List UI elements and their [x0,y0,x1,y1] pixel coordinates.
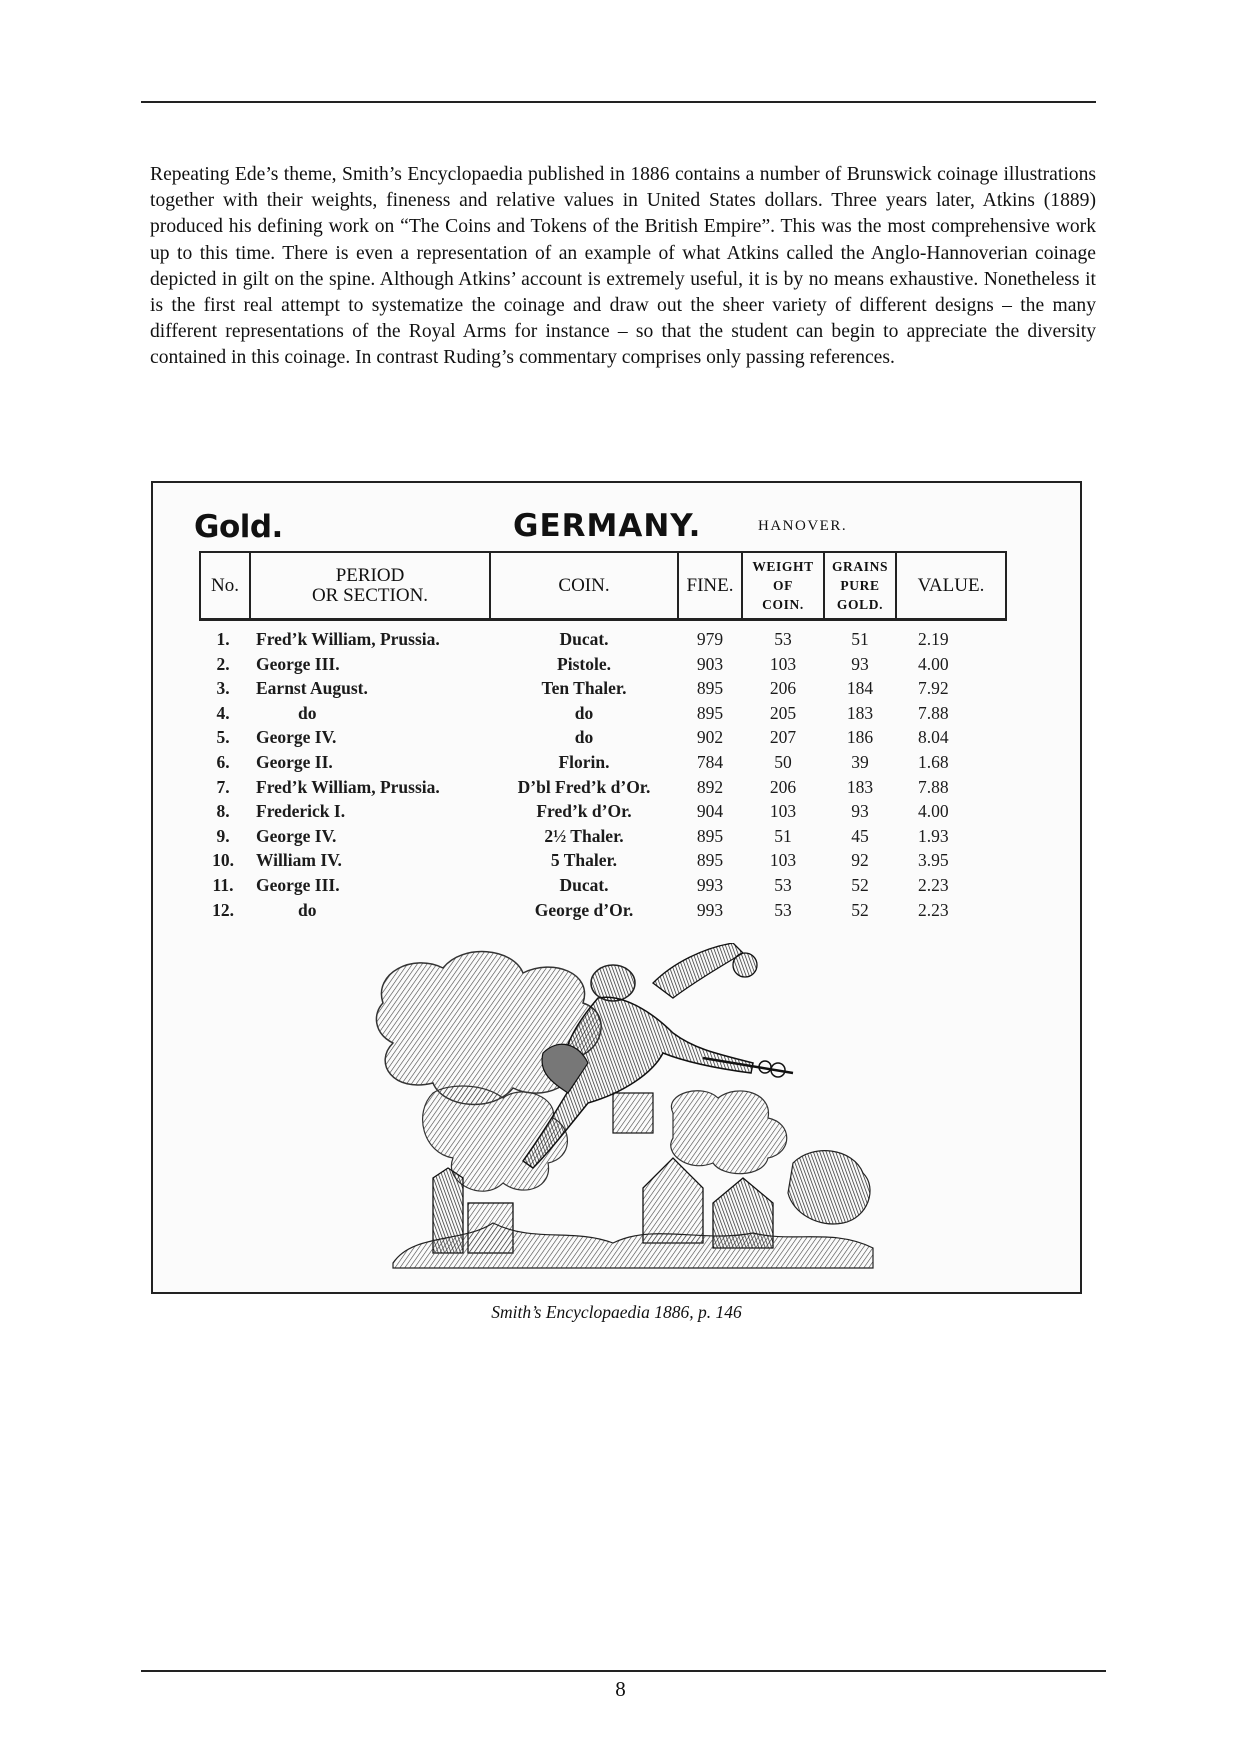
row-period: Fred’k William, Prussia. [256,776,440,797]
row-fine: 784 [696,751,724,772]
row-value: 2.23 [918,899,949,920]
row-weight: 53 [774,899,792,920]
row-value: 4.00 [918,653,949,674]
row-period: Earnst August. [256,678,368,699]
row-period: Fred’k William, Prussia. [256,629,440,649]
row-weight: 103 [769,850,797,871]
row-coin: Ten Thaler. [541,678,627,699]
row-coin: Fred’k d’Or. [536,801,632,822]
row-value: 7.88 [918,702,949,723]
row-coin: George d’Or. [534,899,634,920]
table-row [200,799,1006,824]
figure-heading-hanover: HANOVER. [758,518,848,534]
figure-heading-germany: GERMANY. [513,508,702,544]
row-fine: 993 [696,899,724,920]
row-period: George II. [256,751,333,772]
row-fine: 895 [696,825,724,846]
row-value: 4.00 [918,801,949,822]
row-coin: do [574,727,594,748]
row-period: do [298,899,317,920]
row-weight: 103 [769,653,797,674]
coin-table [199,551,1007,922]
row-no: 9. [216,825,230,846]
col-value: VALUE. [896,552,1006,620]
row-weight: 53 [774,629,792,649]
row-weight: 206 [769,678,797,699]
row-grains: 45 [851,825,869,846]
table-row [200,898,1006,923]
row-grains: 92 [851,850,869,871]
table-row [200,824,1006,849]
row-no: 3. [216,678,230,699]
row-value: 3.95 [918,850,949,871]
figure-caption: Smith’s Encyclopaedia 1886, p. 146 [491,1302,742,1322]
row-weight: 53 [774,874,792,895]
col-fine: FINE. [678,552,742,620]
row-grains: 183 [846,702,874,723]
table-row [200,701,1006,726]
table-row [200,750,1006,775]
col-period: PERIOD OR SECTION. [250,552,490,620]
row-period: do [298,702,317,723]
table-row [200,873,1006,898]
row-value: 1.93 [918,825,949,846]
row-period: George III. [256,874,340,895]
table-row [200,620,1006,652]
row-value: 1.68 [918,751,949,772]
row-weight: 50 [774,751,792,772]
row-value: 7.88 [918,776,949,797]
row-fine: 993 [696,874,724,895]
row-coin: Ducat. [559,629,609,649]
row-no: 4. [216,702,230,723]
row-no: 12. [212,899,234,920]
figure-frame [151,481,1082,1294]
col-weight: WEIGHT OF COIN. [742,552,824,620]
table-row [200,775,1006,800]
table-row [200,652,1006,677]
page-number: 8 [615,1677,626,1701]
row-grains: 39 [851,751,869,772]
row-value: 8.04 [918,727,949,748]
row-fine: 895 [696,678,724,699]
row-fine: 979 [696,629,724,649]
row-grains: 93 [851,653,869,674]
footer-rule [141,1670,1106,1672]
row-value: 2.19 [918,629,949,649]
row-period: George III. [256,653,340,674]
row-period: Frederick I. [256,801,346,822]
figure-heading-gold: Gold. [194,509,283,545]
row-coin: do [574,702,594,723]
row-no: 6. [216,751,230,772]
row-coin: Florin. [558,751,610,772]
row-coin: 2½ Thaler. [544,825,624,846]
row-fine: 895 [696,702,724,723]
coin-table-header [200,552,1006,620]
row-grains: 52 [851,899,869,920]
row-no: 1. [216,629,230,649]
header-rule [141,101,1096,103]
col-grains: GRAINS PURE GOLD. [824,552,896,620]
row-value: 7.92 [918,678,949,699]
row-weight: 207 [769,727,797,748]
mercury-engraving-illustration [373,943,893,1273]
row-weight: 206 [769,776,797,797]
row-value: 2.23 [918,874,949,895]
row-period: George IV. [256,825,337,846]
row-no: 5. [216,727,230,748]
row-grains: 51 [851,629,869,649]
figure-content [153,483,1080,1292]
row-grains: 52 [851,874,869,895]
row-no: 2. [216,653,230,674]
row-fine: 892 [696,776,724,797]
col-coin: COIN. [490,552,678,620]
row-no: 10. [212,850,234,871]
row-no: 7. [216,776,230,797]
row-no: 11. [212,874,234,895]
row-coin: Ducat. [559,874,609,895]
row-grains: 93 [851,801,869,822]
row-grains: 183 [846,776,874,797]
row-fine: 902 [696,727,724,748]
row-period: George IV. [256,727,337,748]
row-fine: 895 [696,850,724,871]
row-coin: D’bl Fred’k d’Or. [517,776,651,797]
row-weight: 51 [774,825,792,846]
row-coin: 5 Thaler. [550,850,618,871]
row-grains: 184 [846,678,874,699]
table-row [200,725,1006,750]
row-fine: 903 [696,653,724,674]
body-paragraph: Repeating Ede’s theme, Smith’s Encyclopaedia published in 1886 contains a number of Brunswick coinage illustrations together with their weights, fineness and relative values in United States dollars. Three years later, Atkins (1889) produced his defining work on “The Coins and Tokens of the British Empire”. This was the most comprehensive work up to this time. There is even a representation of an example of what Atkins called the Anglo-Hannoverian coinage depicted in gilt on the spine. Although Atkins’ account is extremely useful, it is by no means exhaustive. Nonetheless it is the first real attempt to systematize the coinage and draw out the sheer variety of different designs – the many different representations of the Royal Arms for instance – so that the student can begin to appreciate the diversity contained in this coinage. In contrast Ruding’s commentary comprises only passing references. [150,164,1096,369]
row-grains: 186 [846,727,874,748]
row-weight: 205 [769,702,797,723]
row-fine: 904 [696,801,724,822]
table-row [200,848,1006,873]
row-no: 8. [216,801,230,822]
row-weight: 103 [769,801,797,822]
row-coin: Pistole. [557,653,611,674]
row-period: William IV. [256,850,342,871]
table-row [200,676,1006,701]
col-no: No. [200,552,250,620]
